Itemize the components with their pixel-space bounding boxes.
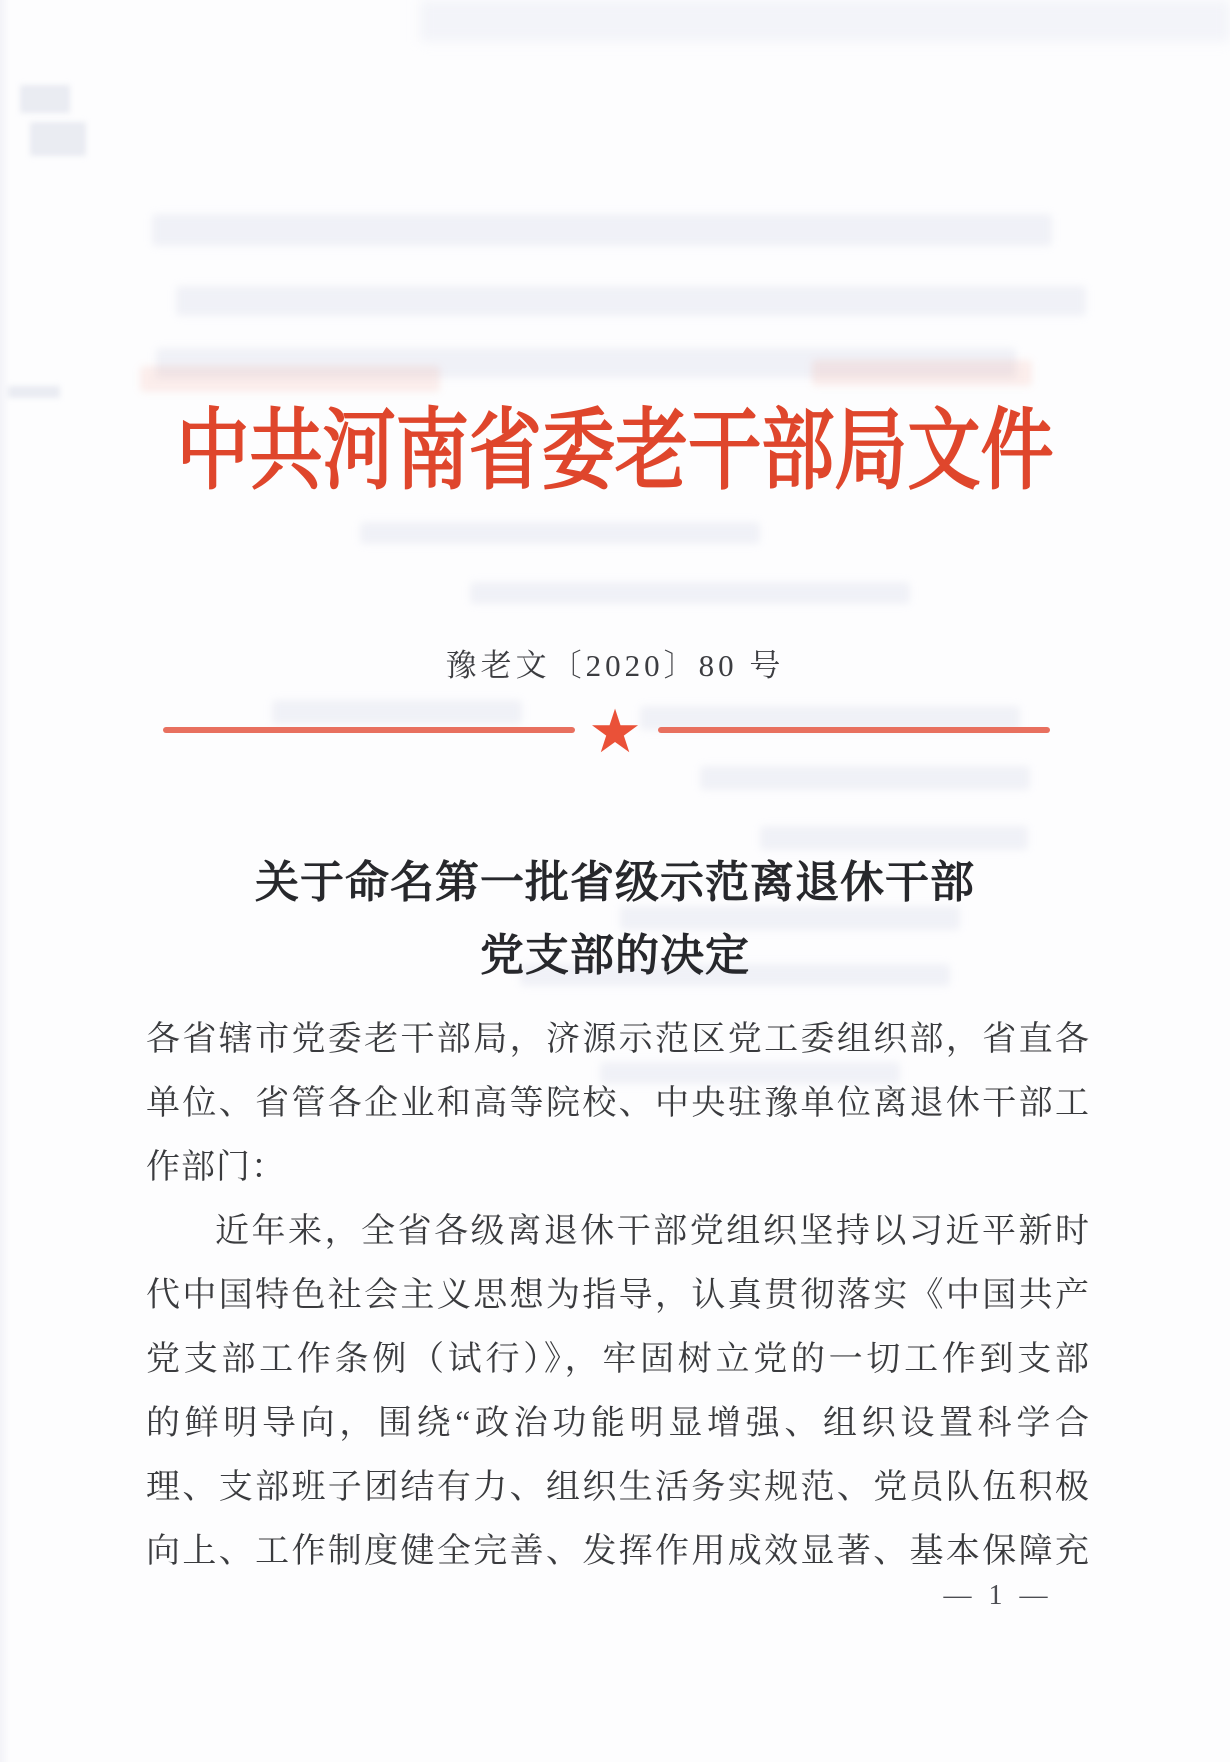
document-title (0, 846, 1230, 992)
ghost-bleedthrough (140, 366, 440, 392)
scan-corner-mark (20, 85, 70, 113)
doc-number: 豫老文〔2020〕80 号 (445, 648, 785, 683)
star-icon: ★ (588, 697, 642, 767)
scan-top-band (420, 0, 1230, 42)
letterhead-title (0, 396, 1230, 506)
body-line: 党支部工作条例（试行）》，牢固树立党的一切工作到支部 (146, 1341, 1090, 1378)
red-divider (0, 694, 1230, 770)
body-line: 作部门： (146, 1149, 286, 1186)
body-line: 的鲜明导向，围绕“政治功能明显增强、组织设置科学合 (146, 1405, 1090, 1442)
document-title-line-1: 关于命名第一批省级示范离退休干部 (255, 858, 975, 907)
scan-corner-mark (30, 122, 86, 156)
document-title-line-2: 党支部的决定 (480, 931, 750, 980)
ghost-bleedthrough (470, 582, 910, 604)
ghost-bleedthrough (152, 214, 1052, 246)
body-line: 各省辖市党委老干部局，济源示范区党工委组织部，省直各 (146, 1021, 1090, 1058)
ghost-bleedthrough (360, 522, 760, 544)
divider-line-right (658, 727, 1050, 733)
divider-line-left (163, 727, 575, 733)
body-line: 理、支部班子团结有力、组织生活务实规范、党员队伍积极 (146, 1469, 1090, 1506)
body-line: 近年来，全省各级离退休干部党组织坚持以习近平新时 (215, 1213, 1090, 1250)
body-line: 单位、省管各企业和高等院校、中央驻豫单位离退休干部工 (146, 1085, 1090, 1122)
body-line: 代中国特色社会主义思想为指导，认真贯彻落实《中国共产 (146, 1277, 1090, 1314)
ghost-bleedthrough (812, 360, 1032, 386)
letterhead-title-text: 中共河南省委老干部局文件 (176, 401, 1054, 501)
ghost-bleedthrough (176, 286, 1086, 316)
page-number: — 1 — (943, 1580, 1053, 1611)
body-line: 向上、工作制度健全完善、发挥作用成效显著、基本保障充 (146, 1533, 1090, 1570)
body-text (146, 1008, 1090, 1584)
